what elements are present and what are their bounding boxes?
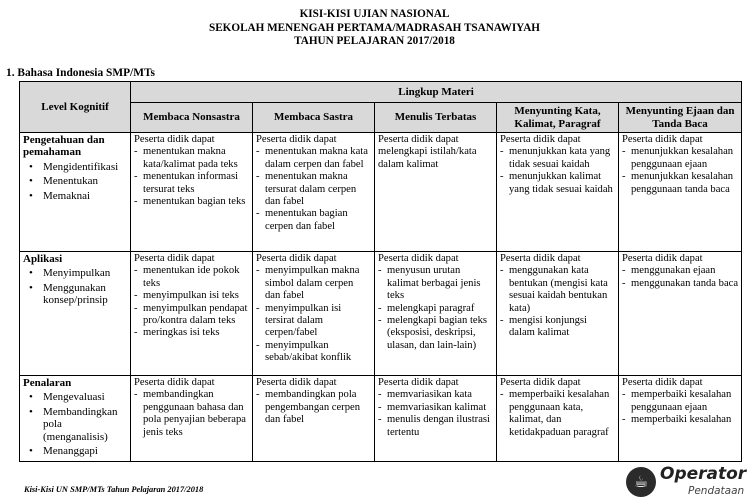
cell-intro: Peserta didik dapat [622, 253, 703, 264]
level-item: • Memaknai [23, 190, 127, 202]
cell-intro: Peserta didik dapat [500, 134, 581, 145]
cell-item: - menentukan bagian teks [134, 196, 249, 208]
content-cell [619, 376, 742, 462]
level-item: • Membandingkan pola (menganalisis) [23, 406, 127, 443]
level-title: Aplikasi [23, 253, 63, 265]
content-cell [619, 133, 742, 252]
document-header [0, 8, 749, 49]
column-header: Menyunting Ejaan dan Tanda Baca [619, 103, 742, 133]
header-line-2: SEKOLAH MENENGAH PERTAMA/MADRASAH TSANAWIYAH [208, 21, 541, 34]
content-cell [375, 133, 497, 252]
cell-item: - menyimpulkan sebab/akibat konflik [256, 340, 371, 365]
level-kognitif-header: Level Kognitif [20, 82, 131, 133]
level-item: • Menentukan [23, 175, 127, 187]
cell-item: - menentukan informasi tersurat teks [134, 171, 249, 196]
cell-item: - memperbaiki kesalahan [622, 414, 738, 426]
cell-intro: Peserta didik dapat [134, 377, 215, 388]
level-cell [20, 133, 131, 252]
cell-item: - menggunakan ejaan [622, 265, 738, 277]
level-cell [20, 252, 131, 376]
cell-item: - menentukan makna kata dalam cerpen dan fabel [256, 146, 371, 171]
content-cell [375, 376, 497, 462]
footer-text: Kisi-Kisi UN SMP/MTs Tahun Pelajaran 2017/2018 [24, 485, 204, 494]
level-title: Penalaran [23, 377, 72, 389]
lingkup-materi-header: Lingkup Materi [131, 82, 742, 103]
table-row [20, 376, 742, 462]
cell-item: - menunjukkan kesalahan penggunaan tanda baca [622, 171, 738, 196]
content-cell [253, 376, 375, 462]
content-cell [497, 133, 619, 252]
cell-item: - menyimpulkan makna simbol dalam cerpen dan fabel [256, 265, 371, 302]
level-cell [20, 376, 131, 462]
column-header: Membaca Sastra [253, 103, 375, 133]
column-header: Membaca Nonsastra [131, 103, 253, 133]
cell-intro: Peserta didik dapat [622, 134, 703, 145]
cell-item: - menentukan ide pokok teks [134, 265, 249, 290]
watermark-logo [622, 463, 747, 503]
content-cell [131, 252, 253, 376]
content-cell [131, 376, 253, 462]
content-cell [253, 252, 375, 376]
cell-item: - memvariasikan kalimat [378, 402, 493, 414]
content-cell [497, 376, 619, 462]
cell-item: - memvariasikan kata [378, 389, 493, 401]
kisi-kisi-table [19, 81, 742, 462]
cell-item: - menentukan bagian cerpen dan fabel [256, 208, 371, 233]
cell-item: - menyimpulkan isi tersirat dalam cerpen/fabel [256, 303, 371, 340]
logo-line-1: Operator [660, 464, 747, 484]
column-header: Menulis Terbatas [375, 103, 497, 133]
cell-item: - mengisi konjungsi dalam kalimat [500, 315, 615, 340]
level-item: • Menyimpulkan [23, 267, 127, 279]
content-cell [375, 252, 497, 376]
content-cell [253, 133, 375, 252]
cell-item: - menyimpulkan isi teks [134, 290, 249, 302]
cell-intro: Peserta didik dapat [500, 253, 581, 264]
cell-item: - menulis dengan ilustrasi tertentu [378, 414, 493, 439]
cell-item: - memperbaiki kesalahan penggunaan ejaan [622, 389, 738, 414]
cell-item: - memperbaiki kesalahan penggunaan kata, kalimat, dan ketidakpaduan paragraf [500, 389, 615, 439]
level-title: Pengetahuan dan pemahaman [23, 134, 105, 159]
cell-item: - membandingkan pola pengembangan cerpen dan fabel [256, 389, 371, 426]
cell-intro: Peserta didik dapat [256, 134, 337, 145]
level-item: • Menanggapi [23, 445, 127, 457]
cell-item: - menyusun urutan kalimat berbagai jenis teks [378, 265, 493, 302]
cell-intro: Peserta didik dapat [622, 377, 703, 388]
cell-item: - menggunakan kata bentukan (mengisi kata sesuai kaidah bentukan kata) [500, 265, 615, 315]
cell-intro: Peserta didik dapat melengkapi istilah/kata dalam kalimat [378, 134, 477, 170]
cell-item: - menunjukkan kesalahan penggunaan ejaan [622, 146, 738, 171]
level-item: • Mengevaluasi [23, 391, 127, 403]
content-cell [619, 252, 742, 376]
cell-item: - melengkapi bagian teks (eksposisi, deskripsi, ulasan, dan lain-lain) [378, 315, 493, 352]
header-line-3: TAHUN PELAJARAN 2017/2018 [294, 35, 455, 48]
cell-item: - menggunakan tanda baca [622, 278, 738, 290]
level-item: • Menggunakan konsep/prinsip [23, 282, 127, 307]
cell-item: - menyimpulkan pendapat pro/kontra dalam teks [134, 303, 249, 328]
header-line-1: KISI-KISI UJIAN NASIONAL [299, 8, 450, 20]
level-item: • Mengidentifikasi [23, 161, 127, 173]
coffee-cup-icon: ☕ [626, 467, 656, 497]
cell-intro: Peserta didik dapat [500, 377, 581, 388]
cell-intro: Peserta didik dapat [378, 253, 459, 264]
column-header: Menyunting Kata, Kalimat, Paragraf [497, 103, 619, 133]
content-cell [497, 252, 619, 376]
cell-item: - menunjukkan kata yang tidak sesuai kaidah [500, 146, 615, 171]
logo-line-2: Pendataan [688, 485, 745, 497]
cell-item: - menentukan makna kata/kalimat pada teks [134, 146, 249, 171]
cell-item: - melengkapi paragraf [378, 303, 493, 315]
cell-intro: Peserta didik dapat [134, 253, 215, 264]
content-cell [131, 133, 253, 252]
cell-item: - menentukan makna tersurat dalam cerpen dan fabel [256, 171, 371, 208]
cell-intro: Peserta didik dapat [134, 134, 215, 145]
section-title: 1. Bahasa Indonesia SMP/MTs [6, 67, 155, 79]
cell-intro: Peserta didik dapat [378, 377, 459, 388]
cell-item: - membandingkan penggunaan bahasa dan pola penyajian beberapa jenis teks [134, 389, 249, 439]
cell-item: - meringkas isi teks [134, 327, 249, 339]
cell-item: - menunjukkan kalimat yang tidak sesuai kaidah [500, 171, 615, 196]
table-row [20, 133, 742, 252]
cell-intro: Peserta didik dapat [256, 253, 337, 264]
cell-intro: Peserta didik dapat [256, 377, 337, 388]
table-row [20, 252, 742, 376]
